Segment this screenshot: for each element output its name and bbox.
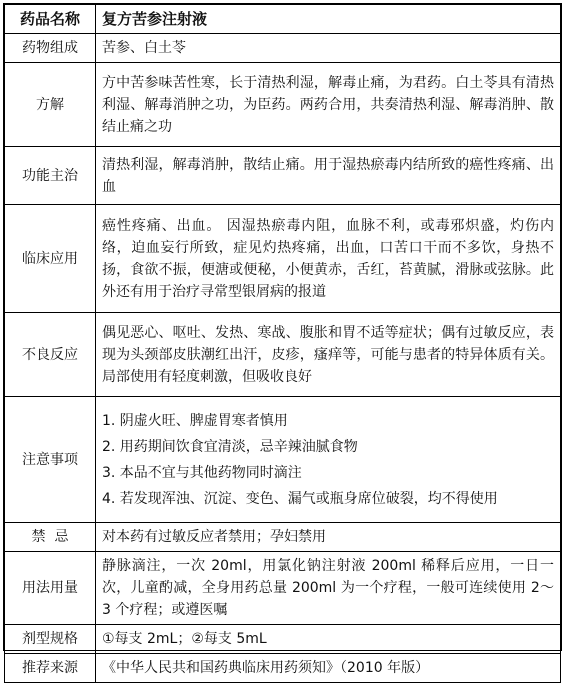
function-label: 功能主治: [5, 147, 96, 205]
formula-label: 方解: [5, 63, 96, 147]
composition-value: 苦参、白土苓: [96, 34, 561, 63]
precaution-item: 2. 用药期间饮食宜清淡，忌辛辣油腻食物: [102, 438, 358, 455]
drug-info-table: [4, 4, 561, 683]
formula-value: 方中苦参味苦性寒，长于清热利湿，解毒止痛，为君药。白土苓具有清热利湿、解毒消肿之功，为臣药。两药合用，共奏清热利湿、解毒消肿、散结止痛之功: [96, 63, 561, 147]
composition-row: [5, 34, 561, 63]
clinical-label: 临床应用: [5, 205, 96, 313]
header-label: 药品名称: [5, 5, 96, 34]
precautions-row: [5, 397, 561, 523]
precaution-item: 1. 阴虚火旺、脾虚胃寒者慎用: [102, 412, 288, 429]
clinical-row: [5, 205, 561, 313]
drug-info-card: [3, 3, 562, 676]
composition-label: 药物组成: [5, 34, 96, 63]
header-row: [5, 5, 561, 34]
formula-row: [5, 63, 561, 147]
adverse-label: 不良反应: [5, 313, 96, 397]
source-label: 推荐来源: [5, 654, 96, 683]
dosage-value: 静脉滴注，一次 20ml，用氯化钠注射液 200ml 稀释后应用，一日一次，儿童酌减，全身用药总量 200ml 为一个疗程，一般可连续使用 2～3 个疗程；或遵医嘱: [96, 552, 561, 625]
precaution-item: 3. 本品不宜与其他药物同时滴注: [102, 464, 302, 481]
precautions-value: [96, 397, 561, 523]
specs-label: 剂型规格: [5, 625, 96, 654]
adverse-row: [5, 313, 561, 397]
dosage-row: [5, 552, 561, 625]
source-value: 《中华人民共和国药典临床用药须知》（2010 年版）: [96, 654, 561, 683]
contraindications-row: [5, 523, 561, 552]
dosage-label: 用法用量: [5, 552, 96, 625]
drug-name: 复方苦参注射液: [96, 5, 561, 34]
function-row: [5, 147, 561, 205]
clinical-value: 癌性疼痛、出血。 因湿热瘀毒内阻，血脉不利，或毒邪炽盛，灼伤内络，迫血妄行所致，症见灼热疼痛，出血，口苦口干而不多饮，身热不 扬，食欲不振，便溏或便秘，小便黄赤，舌红，苔黄腻，滑脉或弦脉。此外还有用于治疗寻常型银屑病的报道: [96, 205, 561, 313]
precaution-item: 4. 若发现浑浊、沉淀、变色、漏气或瓶身席位破裂，均不得使用: [102, 490, 498, 507]
function-value: 清热利湿，解毒消肿，散结止痛。用于湿热瘀毒内结所致的癌性疼痛、出血: [96, 147, 561, 205]
specs-value: ①每支 2mL；②每支 5mL: [96, 625, 561, 654]
precautions-label: 注意事项: [5, 397, 96, 523]
specs-row: [5, 625, 561, 654]
contraindications-label: 禁 忌: [5, 523, 96, 552]
adverse-value: 偶见恶心、呕吐、发热、寒战、腹胀和胃不适等症状；偶有过敏反应，表现为头颈部皮肤潮红出汗，皮疹，瘙痒等，可能与患者的特异体质有关。局部使用有轻度刺激，但吸收良好: [96, 313, 561, 397]
contraindications-value: 对本药有过敏反应者禁用；孕妇禁用: [96, 523, 561, 552]
